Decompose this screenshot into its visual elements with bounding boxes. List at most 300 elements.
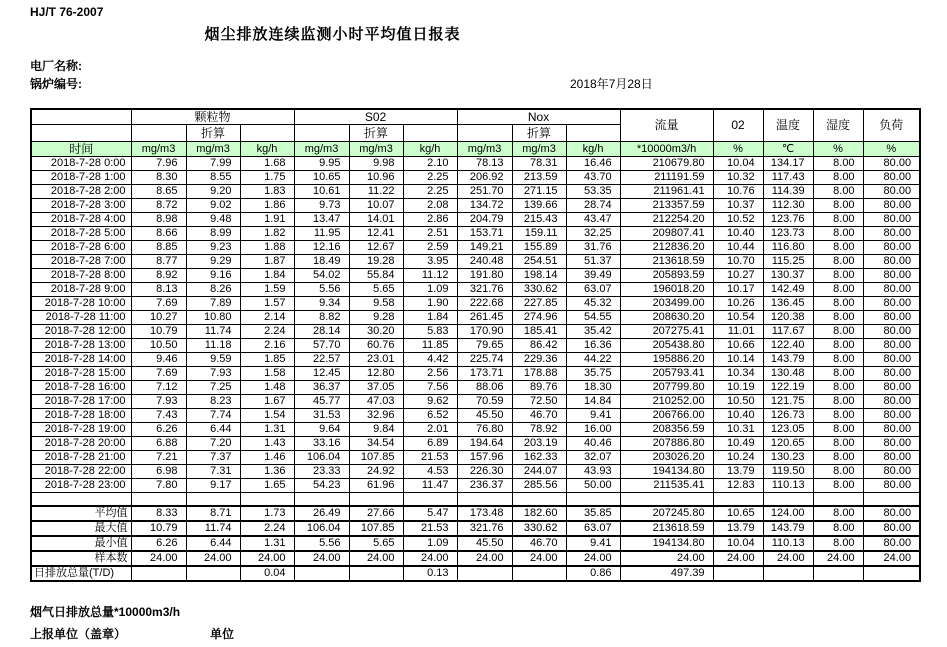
value-cell: 78.13 [457,157,512,171]
value-cell: 206766.00 [620,409,713,423]
header-particulate-converted: 折算 [186,125,240,142]
value-cell: 8.00 [813,423,863,437]
summary-value-cell [512,566,566,581]
unit-cell: % [713,142,763,157]
value-cell: 236.37 [457,479,512,493]
value-cell: 107.85 [349,451,403,465]
value-cell: 117.43 [763,171,813,185]
value-cell: 16.46 [566,157,620,171]
summary-value-cell: 24.00 [713,551,763,566]
value-cell: 8.00 [813,297,863,311]
value-cell: 225.74 [457,353,512,367]
summary-value-cell: 24.00 [620,551,713,566]
summary-value-cell: 182.60 [512,506,566,521]
value-cell: 10.24 [713,451,763,465]
value-cell: 80.00 [863,311,920,325]
value-cell: 1.84 [403,311,457,325]
value-cell: 80.00 [863,213,920,227]
summary-value-cell: 1.31 [240,536,294,551]
value-cell: 7.89 [186,297,240,311]
value-cell: 2.10 [403,157,457,171]
value-cell: 36.37 [294,381,349,395]
summary-value-cell: 11.74 [186,521,240,536]
value-cell: 8.98 [131,213,186,227]
unit-cell: mg/m3 [512,142,566,157]
summary-value-cell: 143.79 [763,521,813,536]
value-cell: 10.40 [713,227,763,241]
value-cell: 11.74 [186,325,240,339]
value-cell: 7.56 [403,381,457,395]
value-cell: 1.31 [240,423,294,437]
summary-value-cell: 10.04 [713,536,763,551]
value-cell: 57.70 [294,339,349,353]
value-cell: 31.76 [566,241,620,255]
summary-value-cell: 5.56 [294,536,349,551]
value-cell: 8.13 [131,283,186,297]
header-so2: S02 [294,109,457,125]
value-cell: 60.76 [349,339,403,353]
value-cell: 1.82 [240,227,294,241]
summary-value-cell: 110.13 [763,536,813,551]
summary-rows [31,493,920,582]
summary-value-cell: 80.00 [863,536,920,551]
value-cell: 61.96 [349,479,403,493]
summary-value-cell: 107.85 [349,521,403,536]
value-cell: 194.64 [457,437,512,451]
value-cell: 80.00 [863,171,920,185]
value-cell: 8.00 [813,409,863,423]
value-cell: 2.59 [403,241,457,255]
value-cell: 8.26 [186,283,240,297]
value-cell: 123.73 [763,227,813,241]
value-cell: 45.77 [294,395,349,409]
value-cell: 18.49 [294,255,349,269]
value-cell: 2.01 [403,423,457,437]
value-cell: 88.06 [457,381,512,395]
value-cell: 44.22 [566,353,620,367]
unit-cell: mg/m3 [131,142,186,157]
value-cell: 215.43 [512,213,566,227]
value-cell: 2.25 [403,185,457,199]
value-cell: 222.68 [457,297,512,311]
summary-value-cell: 46.70 [512,536,566,551]
blank-cell [713,493,763,507]
value-cell: 10.37 [713,199,763,213]
value-cell: 32.96 [349,409,403,423]
value-cell: 159.11 [512,227,566,241]
unit-cell: mg/m3 [457,142,512,157]
summary-value-cell: 2.24 [240,521,294,536]
summary-value-cell: 24.00 [566,551,620,566]
summary-value-cell: 35.85 [566,506,620,521]
summary-value-cell: 497.39 [620,566,713,581]
unit-cell: % [863,142,920,157]
value-cell: 43.70 [566,171,620,185]
header-nox-converted: 折算 [512,125,566,142]
value-cell: 76.80 [457,423,512,437]
value-cell: 6.98 [131,465,186,479]
time-cell: 2018-7-28 11:00 [31,311,131,325]
value-cell: 7.31 [186,465,240,479]
value-cell: 21.53 [403,451,457,465]
value-cell: 35.42 [566,325,620,339]
table-row [31,269,920,283]
value-cell: 1.57 [240,297,294,311]
summary-label: 样本数 [31,551,131,566]
value-cell: 1.46 [240,451,294,465]
value-cell: 6.88 [131,437,186,451]
time-cell: 2018-7-28 15:00 [31,367,131,381]
value-cell: 7.21 [131,451,186,465]
value-cell: 80.00 [863,227,920,241]
value-cell: 40.46 [566,437,620,451]
value-cell: 2.25 [403,171,457,185]
value-cell: 10.79 [131,325,186,339]
value-cell: 7.43 [131,409,186,423]
value-cell: 12.45 [294,367,349,381]
value-cell: 206.92 [457,171,512,185]
value-cell: 54.23 [294,479,349,493]
value-cell: 254.51 [512,255,566,269]
summary-value-cell: 207245.80 [620,506,713,521]
value-cell: 106.04 [294,451,349,465]
summary-value-cell: 0.13 [403,566,457,581]
value-cell: 120.65 [763,437,813,451]
value-cell: 28.74 [566,199,620,213]
header-spacer [131,125,186,142]
value-cell: 185.41 [512,325,566,339]
value-cell: 4.53 [403,465,457,479]
summary-value-cell: 213618.59 [620,521,713,536]
value-cell: 130.37 [763,269,813,283]
value-cell: 22.57 [294,353,349,367]
value-cell: 10.52 [713,213,763,227]
header-spacer [403,125,457,142]
table-row [31,297,920,311]
table-row [31,241,920,255]
time-cell: 2018-7-28 7:00 [31,255,131,269]
summary-label: 最小值 [31,536,131,551]
value-cell: 9.58 [349,297,403,311]
value-cell: 203026.20 [620,451,713,465]
value-cell: 7.37 [186,451,240,465]
value-cell: 12.16 [294,241,349,255]
table-row [31,423,920,437]
summary-value-cell: 24.00 [131,551,186,566]
value-cell: 8.30 [131,171,186,185]
blank-row [31,493,920,507]
value-cell: 12.83 [713,479,763,493]
value-cell: 16.36 [566,339,620,353]
summary-row [31,521,920,536]
value-cell: 24.92 [349,465,403,479]
summary-value-cell [131,566,186,581]
summary-value-cell: 24.00 [294,551,349,566]
value-cell: 10.27 [131,311,186,325]
table-row [31,409,920,423]
value-cell: 72.50 [512,395,566,409]
value-cell: 2.14 [240,311,294,325]
table-row [31,325,920,339]
value-cell: 80.00 [863,479,920,493]
value-cell: 321.76 [457,283,512,297]
header-nox: Nox [457,109,620,125]
value-cell: 1.54 [240,409,294,423]
time-cell: 2018-7-28 3:00 [31,199,131,213]
value-cell: 9.16 [186,269,240,283]
value-cell: 126.73 [763,409,813,423]
summary-value-cell: 1.73 [240,506,294,521]
value-cell: 10.32 [713,171,763,185]
value-cell: 8.00 [813,395,863,409]
value-cell: 1.59 [240,283,294,297]
value-cell: 7.99 [186,157,240,171]
value-cell: 203499.00 [620,297,713,311]
value-cell: 227.85 [512,297,566,311]
value-cell: 8.23 [186,395,240,409]
value-cell: 11.22 [349,185,403,199]
value-cell: 10.19 [713,381,763,395]
value-cell: 205793.41 [620,367,713,381]
value-cell: 240.48 [457,255,512,269]
header-temperature: 温度 [763,109,813,142]
value-cell: 8.00 [813,325,863,339]
value-cell: 10.34 [713,367,763,381]
value-cell: 7.93 [131,395,186,409]
value-cell: 142.49 [763,283,813,297]
value-cell: 6.26 [131,423,186,437]
value-cell: 136.45 [763,297,813,311]
footer-report-unit-label: 上报单位（盖章） [30,627,127,641]
value-cell: 9.17 [186,479,240,493]
value-cell: 330.62 [512,283,566,297]
value-cell: 134.72 [457,199,512,213]
summary-value-cell: 0.04 [240,566,294,581]
value-cell: 8.00 [813,227,863,241]
value-cell: 8.00 [813,311,863,325]
value-cell: 8.00 [813,465,863,479]
value-cell: 209807.41 [620,227,713,241]
value-cell: 9.59 [186,353,240,367]
summary-value-cell: 10.65 [713,506,763,521]
value-cell: 203.19 [512,437,566,451]
value-cell: 28.14 [294,325,349,339]
summary-value-cell: 6.26 [131,536,186,551]
value-cell: 9.20 [186,185,240,199]
value-cell: 80.00 [863,409,920,423]
table-row [31,339,920,353]
value-cell: 8.00 [813,185,863,199]
value-cell: 8.00 [813,381,863,395]
value-cell: 19.28 [349,255,403,269]
value-cell: 23.01 [349,353,403,367]
value-cell: 11.47 [403,479,457,493]
value-cell: 110.13 [763,479,813,493]
value-cell: 80.00 [863,395,920,409]
value-cell: 35.75 [566,367,620,381]
value-cell: 1.83 [240,185,294,199]
value-cell: 80.00 [863,339,920,353]
value-cell: 5.83 [403,325,457,339]
time-cell: 2018-7-28 18:00 [31,409,131,423]
summary-label: 平均值 [31,506,131,521]
value-cell: 143.79 [763,353,813,367]
value-cell: 1.09 [403,283,457,297]
value-cell: 9.41 [566,409,620,423]
time-cell: 2018-7-28 12:00 [31,325,131,339]
time-cell: 2018-7-28 5:00 [31,227,131,241]
value-cell: 205893.59 [620,269,713,283]
value-cell: 14.01 [349,213,403,227]
table-row [31,185,920,199]
value-cell: 207886.80 [620,437,713,451]
value-cell: 119.50 [763,465,813,479]
table-row [31,199,920,213]
value-cell: 9.34 [294,297,349,311]
value-cell: 251.70 [457,185,512,199]
unit-cell: mg/m3 [349,142,403,157]
summary-value-cell: 6.44 [186,536,240,551]
value-cell: 8.92 [131,269,186,283]
value-cell: 13.79 [713,465,763,479]
header-flow: 流量 [620,109,713,142]
summary-value-cell [349,566,403,581]
value-cell: 10.26 [713,297,763,311]
value-cell: 211961.41 [620,185,713,199]
value-cell: 274.96 [512,311,566,325]
unit-cell: ℃ [763,142,813,157]
value-cell: 211535.41 [620,479,713,493]
summary-value-cell: 13.79 [713,521,763,536]
value-cell: 210679.80 [620,157,713,171]
value-cell: 80.00 [863,381,920,395]
value-cell: 1.36 [240,465,294,479]
value-cell: 162.33 [512,451,566,465]
value-cell: 80.00 [863,199,920,213]
time-cell: 2018-7-28 4:00 [31,213,131,227]
table-row [31,437,920,451]
value-cell: 78.31 [512,157,566,171]
value-cell: 89.76 [512,381,566,395]
value-cell: 43.47 [566,213,620,227]
value-cell: 12.80 [349,367,403,381]
value-cell: 31.53 [294,409,349,423]
header-spacer [294,125,349,142]
summary-value-cell: 24.00 [349,551,403,566]
blank-cell [512,493,566,507]
value-cell: 10.50 [131,339,186,353]
value-cell: 6.89 [403,437,457,451]
summary-value-cell: 8.00 [813,521,863,536]
plant-name-label: 电厂名称: [30,59,82,73]
table-row [31,283,920,297]
value-cell: 16.00 [566,423,620,437]
time-cell: 2018-7-28 2:00 [31,185,131,199]
value-cell: 8.00 [813,451,863,465]
value-cell: 170.90 [457,325,512,339]
table-row [31,255,920,269]
value-cell: 30.20 [349,325,403,339]
value-cell: 8.72 [131,199,186,213]
value-cell: 207799.80 [620,381,713,395]
value-cell: 173.71 [457,367,512,381]
value-cell: 14.84 [566,395,620,409]
value-cell: 204.79 [457,213,512,227]
value-cell: 53.35 [566,185,620,199]
summary-value-cell: 5.47 [403,506,457,521]
value-cell: 285.56 [512,479,566,493]
blank-cell [349,493,403,507]
unit-cell: kg/h [403,142,457,157]
value-cell: 2.86 [403,213,457,227]
value-cell: 114.39 [763,185,813,199]
blank-cell [131,493,186,507]
time-cell: 2018-7-28 10:00 [31,297,131,311]
value-cell: 8.55 [186,171,240,185]
header-row-groups [31,109,920,125]
summary-value-cell: 24.00 [457,551,512,566]
table-row [31,311,920,325]
header-so2-converted: 折算 [349,125,403,142]
value-cell: 8.00 [813,171,863,185]
value-cell: 10.14 [713,353,763,367]
value-cell: 3.95 [403,255,457,269]
value-cell: 8.00 [813,339,863,353]
value-cell: 10.61 [294,185,349,199]
value-cell: 9.28 [349,311,403,325]
value-cell: 123.76 [763,213,813,227]
value-cell: 37.05 [349,381,403,395]
value-cell: 212836.20 [620,241,713,255]
value-cell: 210252.00 [620,395,713,409]
table-row [31,353,920,367]
summary-value-cell: 63.07 [566,521,620,536]
value-cell: 2.56 [403,367,457,381]
value-cell: 39.49 [566,269,620,283]
value-cell: 7.80 [131,479,186,493]
header-spacer [31,125,131,142]
value-cell: 10.04 [713,157,763,171]
value-cell: 10.54 [713,311,763,325]
blank-cell [294,493,349,507]
summary-value-cell: 24.00 [512,551,566,566]
summary-value-cell: 24.00 [403,551,457,566]
value-cell: 6.44 [186,423,240,437]
time-header: 时间 [31,142,131,157]
unit-cell: % [813,142,863,157]
value-cell: 1.68 [240,157,294,171]
value-cell: 8.00 [813,213,863,227]
value-cell: 115.25 [763,255,813,269]
table-row [31,367,920,381]
value-cell: 8.00 [813,157,863,171]
value-cell: 213618.59 [620,255,713,269]
value-cell: 123.05 [763,423,813,437]
value-cell: 13.47 [294,213,349,227]
table-row [31,171,920,185]
value-cell: 1.48 [240,381,294,395]
summary-value-cell: 24.00 [763,551,813,566]
header-humidity: 湿度 [813,109,863,142]
value-cell: 198.14 [512,269,566,283]
value-cell: 9.29 [186,255,240,269]
value-cell: 54.02 [294,269,349,283]
value-cell: 226.30 [457,465,512,479]
summary-value-cell: 8.00 [813,536,863,551]
value-cell: 80.00 [863,325,920,339]
value-cell: 46.70 [512,409,566,423]
value-cell: 80.00 [863,241,920,255]
